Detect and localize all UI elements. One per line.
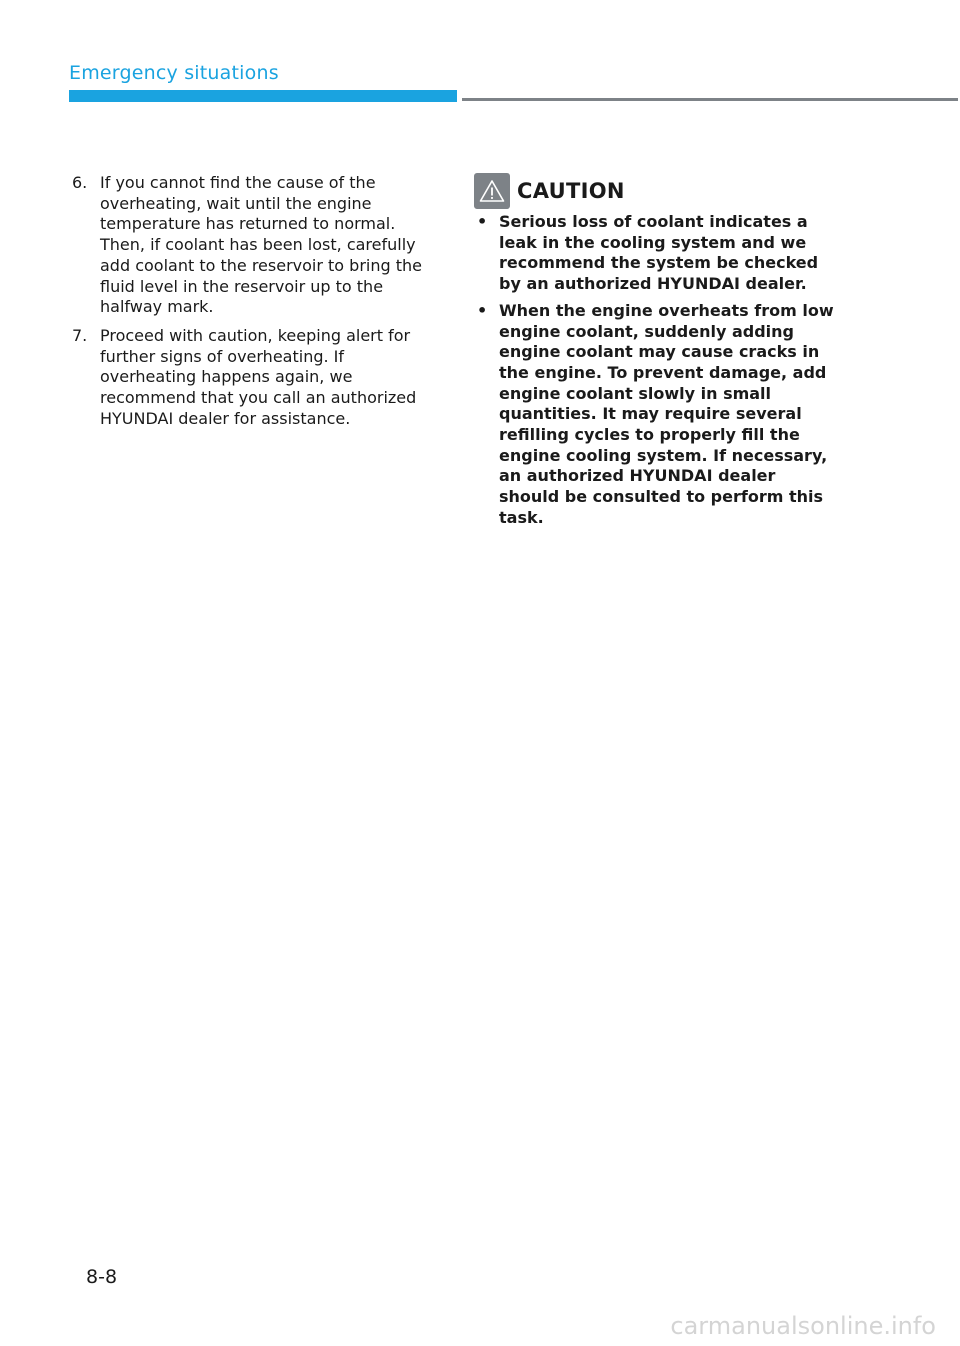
caution-bullet-text: Serious loss of coolant indicates a leak in the cooling system and we recommend the system be checked by an authorized HYUNDAI dealer. [499, 212, 819, 294]
caution-bullet-text: When the engine overheats from low engine coolant, suddenly adding engine coolant may cause cracks in the engine. To prevent damage, add engine coolant slowly in small quantities. It may require several refilling cycles to properly fill the engine cooling system. If necessary, an authorized HYUNDAI dealer should be consulted to perform this task. [499, 300, 834, 527]
header-accent-bar [69, 90, 457, 102]
caution-bullet [474, 301, 840, 529]
caution-header [474, 172, 840, 210]
warning-triangle-icon [474, 173, 510, 209]
header-rule [462, 98, 958, 101]
step-text: If you cannot find the cause of the overheating, wait until the engine temperature has returned to normal. Then, if coolant has been lost, carefully add coolant to the reservoir to bring the fluid level in the reservoir up to the halfway mark. [100, 173, 422, 317]
section-title: Emergency situations [69, 62, 279, 84]
caution-bullet [474, 212, 840, 295]
caution-box [474, 172, 840, 535]
step-item [72, 326, 434, 430]
step-number: 6. [72, 173, 88, 192]
caution-title: CAUTION [517, 179, 625, 203]
page-number: 8-8 [86, 1266, 118, 1288]
watermark: carmanualsonline.info [670, 1312, 936, 1340]
steps-column [72, 173, 434, 437]
bullet-dot: • [477, 300, 488, 320]
step-item [72, 173, 434, 318]
bullet-dot: • [477, 212, 488, 231]
step-number: 7. [72, 325, 88, 345]
step-text: Proceed with caution, keeping alert for further signs of overheating. If overheating happens again, we recommend that you call an authorized HYUNDAI dealer for assistance. [100, 325, 417, 428]
